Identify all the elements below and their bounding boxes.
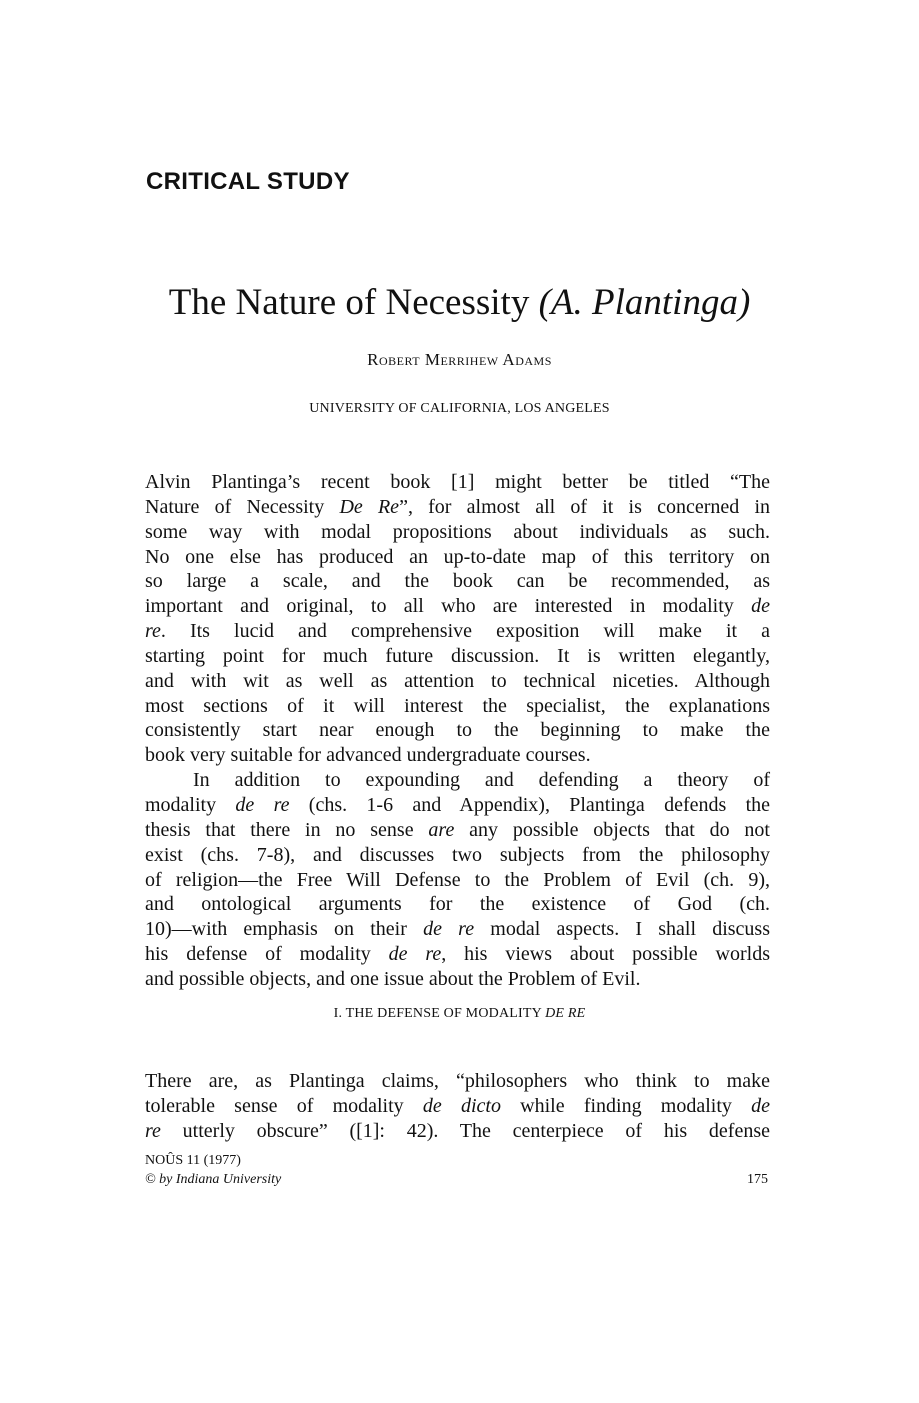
text-line: and possible objects, and one issue about the Problem of Evil. (145, 967, 641, 990)
paragraph-1 (145, 470, 770, 768)
page-number: 175 (747, 1172, 768, 1187)
text-line: modality de re (chs. 1-6 and Appendix), Plantinga defends the (145, 793, 771, 816)
text-line: most sections of it will interest the specialist, the explanations (145, 694, 770, 717)
footer-copyright: © by Indiana University (145, 1172, 282, 1187)
text-line: Nature of Necessity De Re”, for almost all of it is concerned in (145, 495, 771, 518)
text-line: In addition to expounding and defending a theory of (193, 769, 770, 792)
italic-term: re (145, 1119, 161, 1142)
text-line: important and original, to all who are interested in modality de (145, 595, 770, 618)
italic-term: De Re (339, 495, 400, 518)
text-line: Alvin Plantinga’s recent book [1] might better be titled “The (145, 471, 770, 493)
italic-term: de (751, 595, 770, 618)
italic-term: de re (388, 943, 442, 966)
text-line: No one else has produced an up-to-date map of this territory on (145, 545, 770, 568)
section-heading (0, 1006, 919, 1022)
text-line: book very suitable for advanced undergraduate courses. (145, 744, 591, 767)
paragraph-3 (145, 1069, 770, 1144)
section-heading-text: I. THE DEFENSE OF MODALITY (333, 1006, 542, 1021)
text-line: thesis that there in no sense are any possible objects that do not (145, 818, 770, 841)
section-label: CRITICAL STUDY (146, 168, 350, 195)
text-line: consistently start near enough to the beginning to make the (145, 719, 770, 742)
text-line: some way with modal propositions about individuals as such. (145, 520, 770, 543)
text-line: his defense of modality de re, his views about possible worlds (145, 943, 770, 966)
footer-journal: NOÛS 11 (1977) (145, 1153, 241, 1168)
text-line: re utterly obscure” ([1]: 42). The centerpiece of his defense (145, 1119, 770, 1142)
text-line: tolerable sense of modality de dicto while finding modality de (145, 1094, 771, 1117)
text-line: re. Its lucid and comprehensive exposition will make it a (145, 620, 770, 643)
text-line: exist (chs. 7-8), and discusses two subjects from the philosophy (145, 843, 770, 866)
italic-term: de re (423, 918, 475, 941)
italic-term: are (428, 818, 455, 841)
text-line: so large a scale, and the book can be recommended, as (145, 570, 770, 593)
italic-term: de re (235, 793, 290, 816)
text-line: 10)—with emphasis on their de re modal aspects. I shall discuss (145, 918, 770, 941)
article-title-main: The Nature of Necessity (168, 282, 530, 323)
italic-term: de (751, 1094, 771, 1117)
text-line: There are, as Plantinga claims, “philosophers who think to make (145, 1070, 770, 1092)
section-heading-italic: DE RE (545, 1006, 586, 1021)
text-line: and ontological arguments for the existence of God (ch. (145, 893, 770, 916)
author-affiliation: UNIVERSITY OF CALIFORNIA, LOS ANGELES (309, 401, 610, 416)
italic-term: re (145, 620, 161, 643)
text-line: starting point for much future discussion. It is written elegantly, (145, 644, 770, 667)
paragraph-2 (145, 768, 770, 992)
italic-term: de dicto (422, 1094, 501, 1117)
body-text-block (145, 470, 770, 992)
text-line: of religion—the Free Will Defense to the Problem of Evil (ch. 9), (145, 868, 770, 891)
author-name: Robert Merrihew Adams (367, 350, 552, 369)
article-title (0, 281, 919, 324)
paragraph-3-block (145, 1069, 770, 1144)
article-title-subject: (A. Plantinga) (538, 282, 751, 323)
text-line: and with wit as well as attention to technical niceties. Although (145, 669, 770, 692)
